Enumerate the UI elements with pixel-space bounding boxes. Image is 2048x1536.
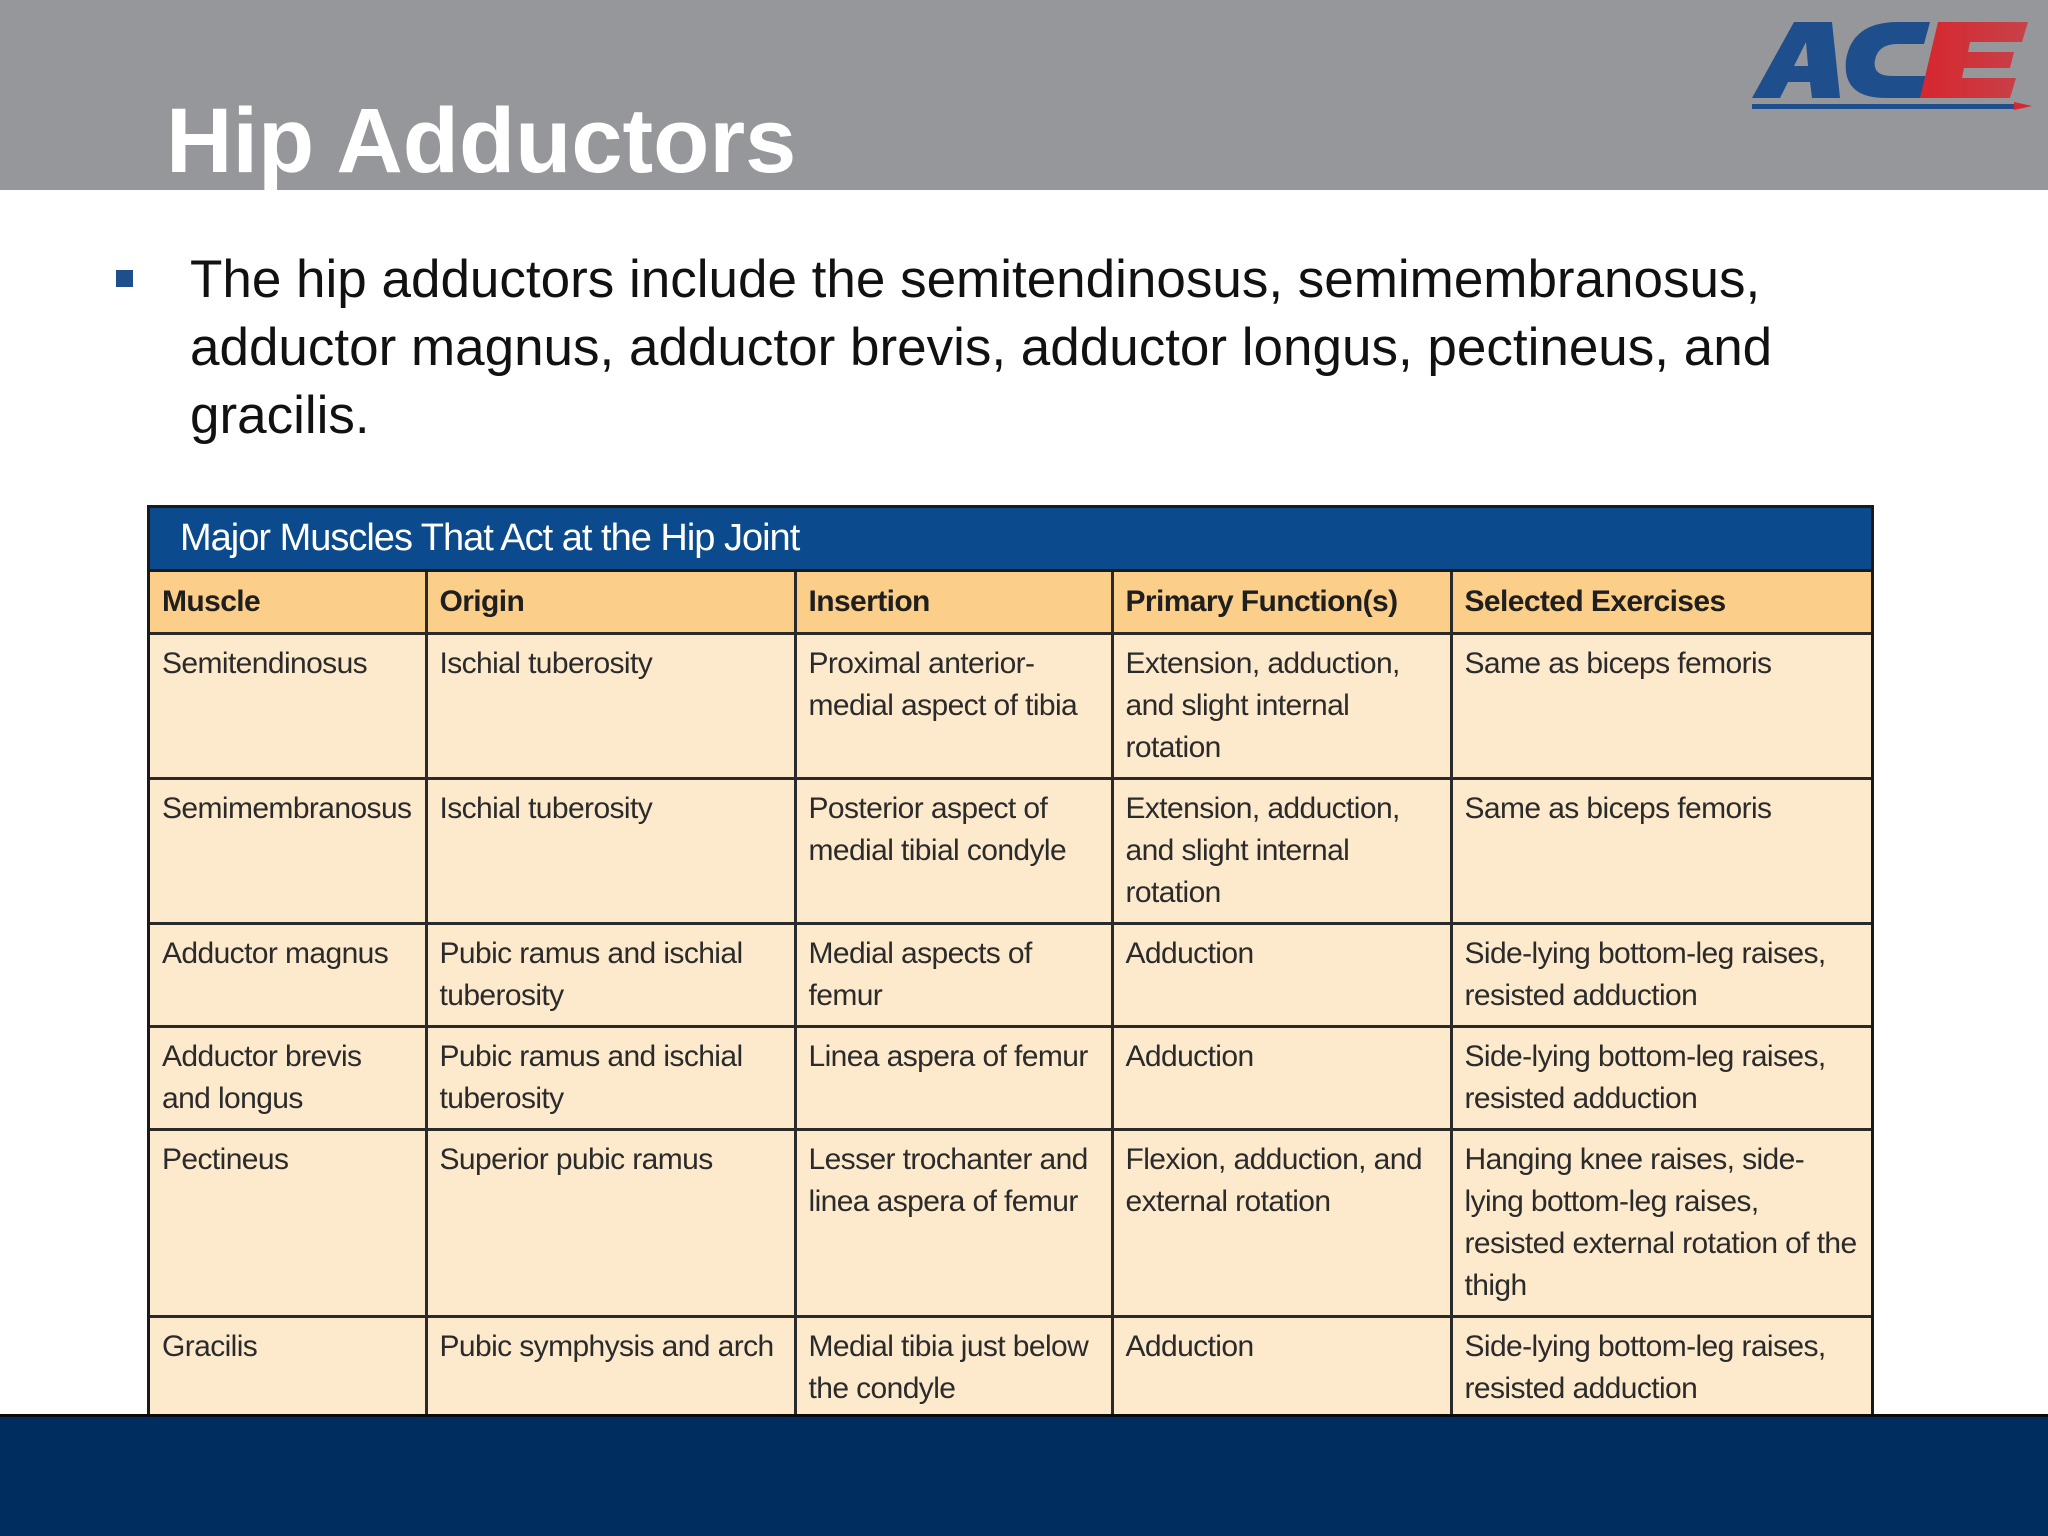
table-cell: Linea aspera of femur (795, 1027, 1112, 1130)
table-cell: Semitendinosus (150, 634, 426, 779)
table-cell: Pubic ramus and ischial tuberosity (426, 1027, 795, 1130)
column-header-insertion: Insertion (795, 572, 1112, 634)
table-cell: Medial tibia just below the condyle (795, 1317, 1112, 1419)
table-cell: Adductor magnus (150, 924, 426, 1027)
column-header-origin: Origin (426, 572, 795, 634)
slide-footer-bar (0, 1414, 2048, 1536)
bullet-item (114, 246, 1934, 450)
table-cell: Proximal anterior-medial aspect of tibia (795, 634, 1112, 779)
table-cell: Adductor brevis and longus (150, 1027, 426, 1130)
hip-muscles-table (147, 505, 1874, 1421)
table-cell: Same as biceps femoris (1451, 634, 1871, 779)
table-cell: Side-lying bottom-leg raises, resisted adduction (1451, 1027, 1871, 1130)
ace-logo-icon (1748, 14, 2038, 114)
table-cell: Adduction (1112, 1027, 1451, 1130)
column-header-exercises: Selected Exercises (1451, 572, 1871, 634)
table-row (150, 779, 1871, 924)
table-cell: Extension, adduction, and slight internal rotation (1112, 779, 1451, 924)
table-row (150, 634, 1871, 779)
table-cell: Posterior aspect of medial tibial condyle (795, 779, 1112, 924)
table-cell: Ischial tuberosity (426, 634, 795, 779)
table-row (150, 1027, 1871, 1130)
table-cell: Side-lying bottom-leg raises, resisted adduction (1451, 1317, 1871, 1419)
column-header-function: Primary Function(s) (1112, 572, 1451, 634)
table-row (150, 924, 1871, 1027)
table-cell: Same as biceps femoris (1451, 779, 1871, 924)
bullet-text: The hip adductors include the semitendinosus, semimembranosus, adductor magnus, adductor brevis, adductor longus, pectineus, and gracilis. (190, 250, 1773, 445)
table-cell: Extension, adduction, and slight internal rotation (1112, 634, 1451, 779)
table-header-row (150, 572, 1871, 634)
table-cell: Side-lying bottom-leg raises, resisted adduction (1451, 924, 1871, 1027)
table-cell: Pubic symphysis and arch (426, 1317, 795, 1419)
table-cell: Flexion, adduction, and external rotation (1112, 1130, 1451, 1317)
slide-title: Hip Adductors (166, 90, 797, 192)
table-cell: Hanging knee raises, side-lying bottom-leg raises, resisted external rotation of the thigh (1451, 1130, 1871, 1317)
bullet-list (114, 246, 1934, 450)
table-cell: Superior pubic ramus (426, 1130, 795, 1317)
table-cell: Adduction (1112, 1317, 1451, 1419)
table-row (150, 1130, 1871, 1317)
column-header-muscle: Muscle (150, 572, 426, 634)
square-bullet-icon (116, 270, 133, 287)
table-cell: Pectineus (150, 1130, 426, 1317)
muscle-data-table (150, 572, 1871, 1418)
table-cell: Adduction (1112, 924, 1451, 1027)
table-cell: Ischial tuberosity (426, 779, 795, 924)
table-cell: Pubic ramus and ischial tuberosity (426, 924, 795, 1027)
table-row (150, 1317, 1871, 1419)
table-cell: Gracilis (150, 1317, 426, 1419)
table-cell: Semimembranosus (150, 779, 426, 924)
table-cell: Medial aspects of femur (795, 924, 1112, 1027)
table-title: Major Muscles That Act at the Hip Joint (150, 508, 1871, 572)
table-cell: Lesser trochanter and linea aspera of femur (795, 1130, 1112, 1317)
